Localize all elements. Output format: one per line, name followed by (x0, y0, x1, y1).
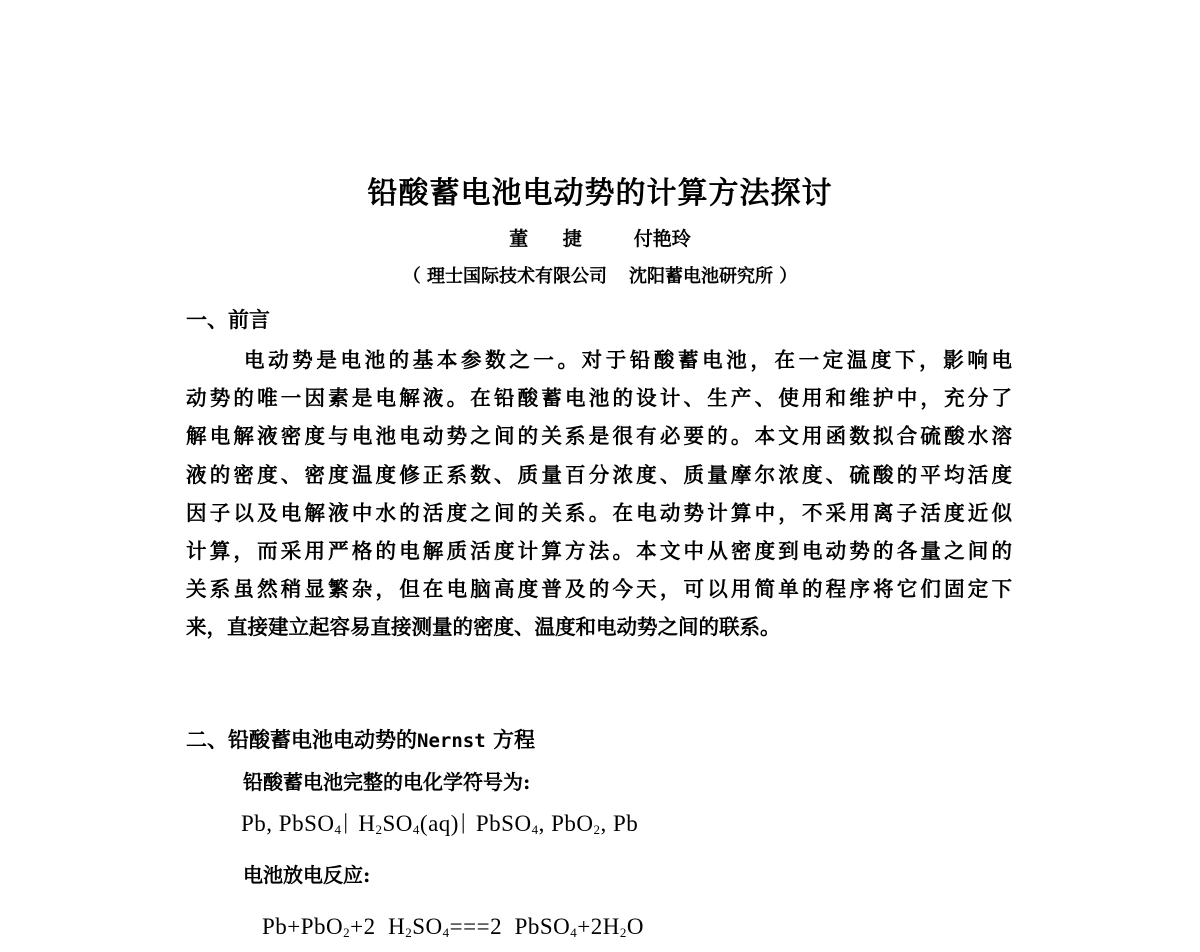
paragraph-line: 液的密度、密度温度修正系数、质量百分浓度、质量摩尔浓度、硫酸的平均活度 (186, 462, 1012, 487)
heading-text: 二、铅酸蓄电池电动势的 (186, 727, 417, 752)
affiliation-org: 沈阳蓄电池研究所 (629, 266, 773, 287)
paragraph-line: 解电解液密度与电池电动势之间的关系是很有必要的。本文用函数拟合硫酸水溶 (186, 424, 1012, 449)
author-list (0, 224, 1200, 251)
paragraph-line: 动势的唯一因素是电解液。在铅酸蓄电池的设计、生产、使用和维护中，充分了 (186, 386, 1012, 411)
affiliation-org: 理士国际技术有限公司 (427, 266, 607, 287)
author-name: 付艳玲 (633, 228, 691, 250)
paragraph-line: 计算，而采用严格的电解质活度计算方法。本文中从密度到电动势的各量之间的 (186, 539, 1012, 564)
paragraph-line: 电动势是电池的基本参数之一。对于铅酸蓄电池，在一定温度下，影响电 (244, 348, 1012, 372)
affiliation-close-paren: ） (779, 266, 798, 287)
affiliation (0, 262, 1200, 288)
paragraph-line: 来，直接建立起容易直接测量的密度、温度和电动势之间的联系。 (186, 615, 781, 640)
paragraph-line: 关系虽然稍显繁杂，但在电脑高度普及的今天，可以用简单的程序将它们固定下 (186, 577, 1012, 602)
cell-notation: Pb, PbSO$_4$| $H_2SO_4(aq)|$ PbSO$_4$, PbO$_2$, Pb (241, 809, 639, 837)
paper-title: 铅酸蓄电池电动势的计算方法探讨 (367, 176, 833, 211)
symbol-label: 铅酸蓄电池完整的电化学符号为: (243, 770, 531, 794)
preface-paragraph (186, 341, 1012, 647)
section-heading-nernst (186, 724, 535, 754)
section-heading-preface: 一、前言 (186, 307, 270, 332)
discharge-reaction: Pb+PbO$_2$+2 $H_2SO_4===2$ $PbSO_4+2H_2O$ (262, 914, 644, 940)
author-name: 董 捷 (509, 228, 596, 250)
reaction-label: 电池放电反应: (243, 863, 371, 887)
heading-latin-term: Nernst (417, 730, 486, 752)
heading-text: 方程 (492, 727, 535, 752)
paragraph-line: 因子以及电解液中水的活度之间的关系。在电动势计算中，不采用离子活度近似 (186, 500, 1012, 525)
affiliation-open-paren: （ (402, 266, 421, 287)
